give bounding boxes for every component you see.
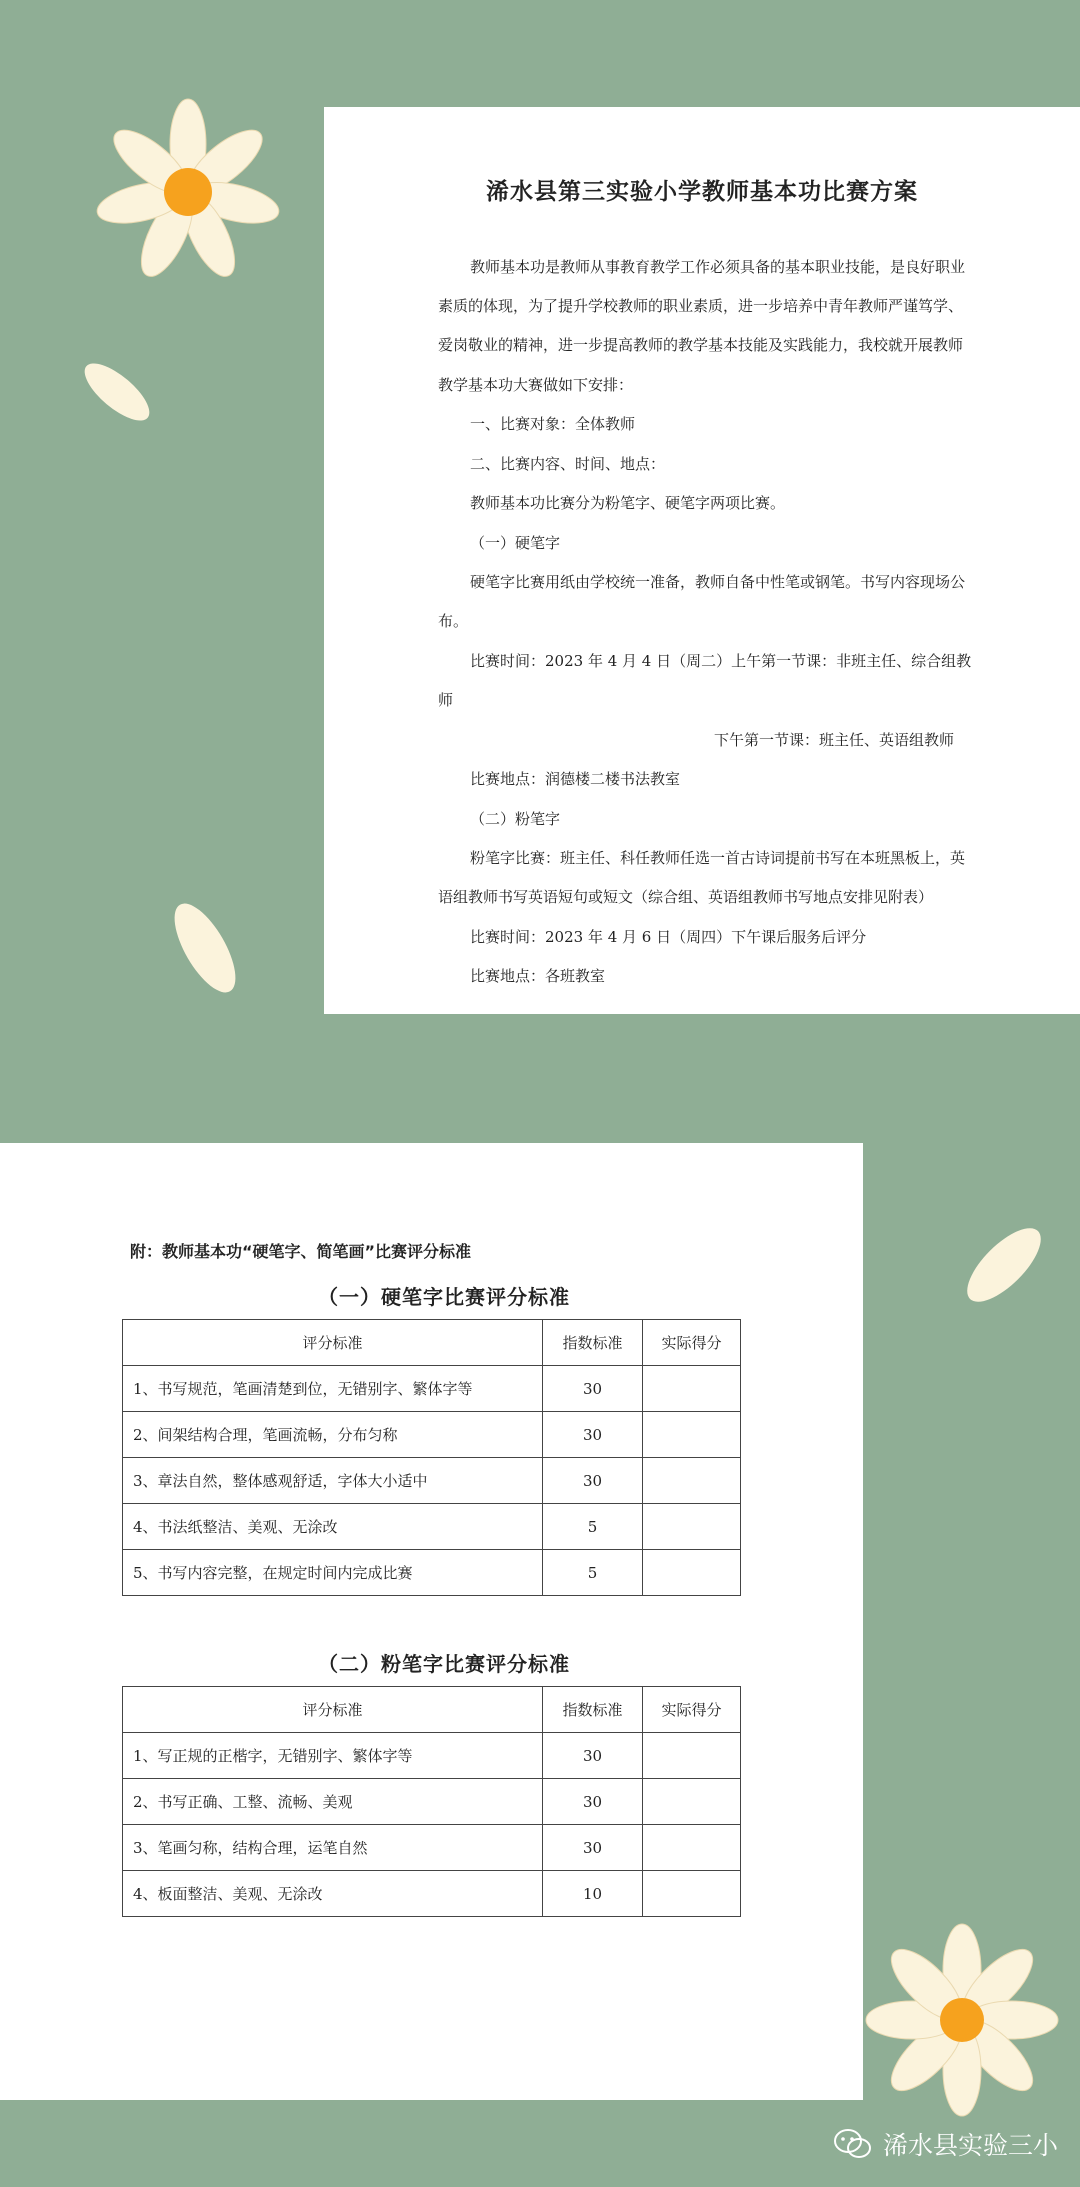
petal-left-2-icon xyxy=(160,893,250,1003)
table-2-title: （二）粉笔字比赛评分标准 xyxy=(318,1652,570,1676)
petal-left-1-icon xyxy=(72,352,162,432)
header-criteria: 评分标准 xyxy=(123,1320,543,1366)
document-page-1 xyxy=(324,107,1080,1014)
watermark xyxy=(833,2126,1058,2162)
criteria-cell: 4、板面整洁、美观、无涂改 xyxy=(123,1871,543,1917)
criteria-cell: 5、书写内容完整，在规定时间内完成比赛 xyxy=(123,1550,543,1596)
header-actual-score: 实际得分 xyxy=(643,1320,741,1366)
paragraph-line: 硬笔字比赛用纸由学校统一准备，教师自备中性笔或钢笔。书写内容现场公 xyxy=(470,573,966,591)
max-score-cell: 30 xyxy=(543,1825,643,1871)
max-score-cell: 30 xyxy=(543,1779,643,1825)
table-row xyxy=(123,1366,741,1412)
table-row xyxy=(123,1779,741,1825)
max-score-cell: 30 xyxy=(543,1458,643,1504)
document-page-2 xyxy=(0,1143,863,2100)
paragraph-line: 一、比赛对象：全体教师 xyxy=(470,415,636,433)
paragraph-line: 爱岗敬业的精神，进一步提高教师的教学基本技能及实践能力，我校就开展教师 xyxy=(438,336,964,354)
table-row xyxy=(123,1504,741,1550)
daisy-bottom-right-icon xyxy=(862,1920,1062,2120)
max-score-cell: 30 xyxy=(543,1366,643,1412)
table-header-row xyxy=(123,1320,741,1366)
paragraph-line: 下午第一节课：班主任、英语组教师 xyxy=(714,731,955,749)
actual-score-cell xyxy=(643,1733,741,1779)
paragraph-line: 比赛地点：润德楼二楼书法教室 xyxy=(470,770,681,788)
paragraph-line: 布。 xyxy=(438,612,469,630)
max-score-cell: 5 xyxy=(543,1550,643,1596)
paragraph-line: 师 xyxy=(438,691,454,709)
paragraph-line: 教学基本功大赛做如下安排： xyxy=(438,376,634,394)
actual-score-cell xyxy=(643,1504,741,1550)
criteria-cell: 2、间架结构合理，笔画流畅，分布匀称 xyxy=(123,1412,543,1458)
max-score-cell: 10 xyxy=(543,1871,643,1917)
daisy-top-left-icon xyxy=(88,92,288,292)
actual-score-cell xyxy=(643,1366,741,1412)
petal-right-icon xyxy=(954,1215,1054,1315)
table-row xyxy=(123,1550,741,1596)
criteria-cell: 1、书写规范，笔画清楚到位，无错别字、繁体字等 xyxy=(123,1366,543,1412)
paragraph-line: 比赛时间：2023 年 4 月 4 日（周二）上午第一节课：非班主任、综合组教 xyxy=(470,652,972,670)
max-score-cell: 30 xyxy=(543,1733,643,1779)
table-row xyxy=(123,1825,741,1871)
max-score-cell: 30 xyxy=(543,1412,643,1458)
criteria-cell: 4、书法纸整洁、美观、无涂改 xyxy=(123,1504,543,1550)
paragraph-line: 粉笔字比赛：班主任、科任教师任选一首古诗词提前书写在本班黑板上，英 xyxy=(470,849,966,867)
watermark-text: 浠水县实验三小 xyxy=(882,2131,1058,2160)
criteria-cell: 3、笔画匀称，结构合理，运笔自然 xyxy=(123,1825,543,1871)
section-heading: （一）硬笔字 xyxy=(470,534,561,552)
actual-score-cell xyxy=(643,1550,741,1596)
actual-score-cell xyxy=(643,1871,741,1917)
header-max-score: 指数标准 xyxy=(543,1687,643,1733)
actual-score-cell xyxy=(643,1458,741,1504)
wechat-icon xyxy=(833,2128,873,2160)
paragraph-line: 语组教师书写英语短句或短文（综合组、英语组教师书写地点安排见附表） xyxy=(438,888,934,906)
appendix-heading: 附：教师基本功“硬笔字、简笔画”比赛评分标准 xyxy=(130,1242,472,1261)
table-row xyxy=(123,1458,741,1504)
actual-score-cell xyxy=(643,1779,741,1825)
paragraph-line: 教师基本功比赛分为粉笔字、硬笔字两项比赛。 xyxy=(470,494,786,512)
paragraph-line: 素质的体现，为了提升学校教师的职业素质，进一步培养中青年教师严谨笃学、 xyxy=(438,297,964,315)
header-actual-score: 实际得分 xyxy=(643,1687,741,1733)
table-row xyxy=(123,1871,741,1917)
paragraph-line: 比赛时间：2023 年 4 月 6 日（周四）下午课后服务后评分 xyxy=(470,928,867,946)
actual-score-cell xyxy=(643,1412,741,1458)
header-max-score: 指数标准 xyxy=(543,1320,643,1366)
hard-pen-score-table xyxy=(122,1319,741,1596)
paragraph-line: 比赛地点：各班教室 xyxy=(470,967,606,985)
table-row xyxy=(123,1733,741,1779)
criteria-cell: 3、章法自然，整体感观舒适，字体大小适中 xyxy=(123,1458,543,1504)
table-row xyxy=(123,1412,741,1458)
max-score-cell: 5 xyxy=(543,1504,643,1550)
document-title: 浠水县第三实验小学教师基本功比赛方案 xyxy=(486,178,918,205)
table-1-title: （一）硬笔字比赛评分标准 xyxy=(318,1285,570,1309)
paragraph-line: 教师基本功是教师从事教育教学工作必须具备的基本职业技能，是良好职业 xyxy=(470,258,966,276)
table-header-row xyxy=(123,1687,741,1733)
paragraph-line: 二、比赛内容、时间、地点： xyxy=(470,455,666,473)
criteria-cell: 1、写正规的正楷字，无错别字、繁体字等 xyxy=(123,1733,543,1779)
criteria-cell: 2、书写正确、工整、流畅、美观 xyxy=(123,1779,543,1825)
actual-score-cell xyxy=(643,1825,741,1871)
section-heading: （二）粉笔字 xyxy=(470,810,561,828)
chalk-score-table xyxy=(122,1686,741,1917)
header-criteria: 评分标准 xyxy=(123,1687,543,1733)
